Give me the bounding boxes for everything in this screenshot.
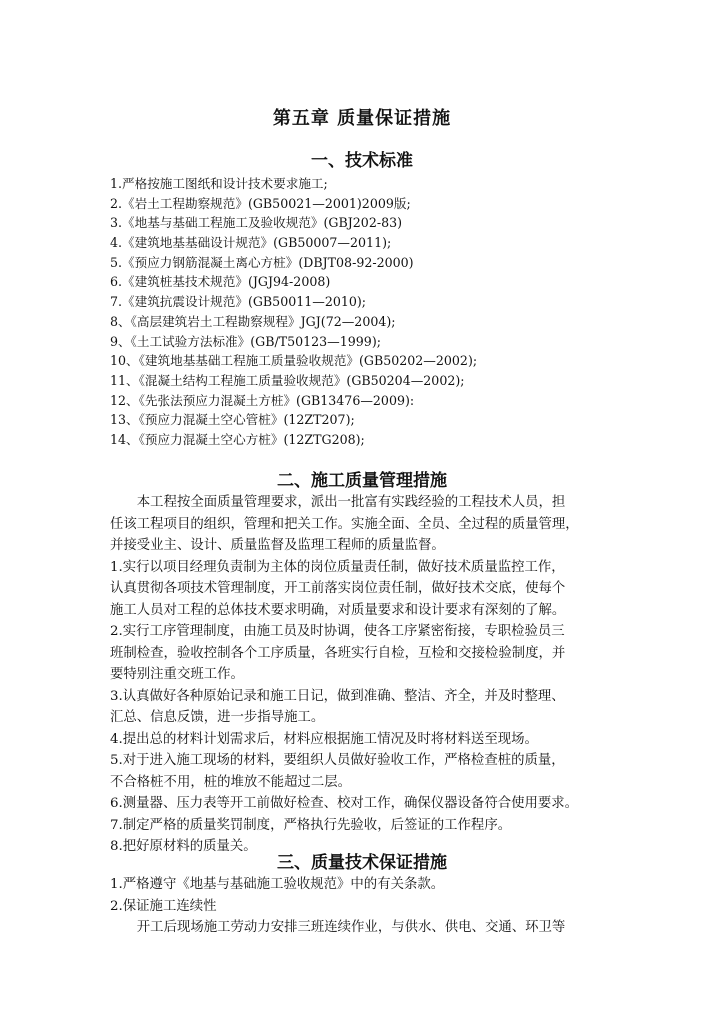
list-item: 4.《建筑地基基础设计规范》(GB50007—2011); — [110, 235, 392, 251]
paragraph-line: 认真贯彻各项技术管理制度，开工前落实岗位责任制，做好技术交底，使每个 — [110, 581, 566, 596]
standards-list — [110, 174, 630, 450]
list-item: 1.严格按施工图纸和设计技术要求施工; — [110, 176, 328, 191]
list-item: 12、《先张法预应力混凝土方桩》(GB13476—2009): — [110, 392, 415, 408]
paragraph-line: 3.认真做好各种原始记录和施工日记，做到准确、整洁、齐全，并及时整理、 — [110, 688, 565, 704]
list-item: 8、《高层建筑岩土工程勘察规程》JGJ(72—2004); — [110, 313, 396, 329]
paragraph-line: 5.对于进入施工现场的材料，要组织人员做好验收工作，严格检查桩的质量， — [110, 753, 565, 768]
section-title-technical-assurance: 三、质量技术保证措施 — [277, 853, 447, 873]
paragraph-line: 汇总、信息反馈，进一步指导施工。 — [110, 710, 325, 725]
paragraph-line: 施工人员对工程的总体技术要求明确，对质量要求和设计要求有深刻的了解。 — [110, 602, 566, 618]
list-item: 11、《混凝土结构工程施工质量验收规范》(GB50204—2002); — [110, 372, 465, 388]
list-item: 14、《预应力混凝土空心方桩》(12ZTG208); — [110, 431, 365, 447]
paragraph-line: 8.把好原材料的质量关。 — [110, 839, 257, 854]
section-title-technical-standards: 一、技术标准 — [311, 151, 413, 171]
paragraph-line: 6.测量器、压力表等开工前做好检查、校对工作，确保仪器设备符合使用要求。 — [110, 796, 579, 811]
paragraph-line: 1.实行以项目经理负责制为主体的岗位质量责任制，做好技术质量监控工作， — [110, 559, 565, 575]
paragraph-line: 2.实行工序管理制度，由施工员及时协调，使各工序紧密衔接，专职检验员三 — [110, 624, 565, 639]
list-item: 9、《土工试验方法标准》(GB/T50123—1999); — [110, 333, 381, 349]
paragraph-line: 开工后现场施工劳动力安排三班连续作业，与供水、供电、交通、环卫等 — [136, 920, 566, 935]
quality-management-body — [110, 492, 625, 858]
paragraph-line: 并接受业主、设计、质量监督及监理工程师的质量监督。 — [110, 538, 445, 553]
paragraph-line: 班制检查，验收控制各个工序质量，各班实行自检，互检和交接检验制度，并 — [110, 645, 566, 661]
list-item: 13、《预应力混凝土空心管桩》(12ZT207); — [110, 412, 355, 428]
paragraph-line: 要特别注重交班工作。 — [110, 667, 244, 682]
list-item: 3.《地基与基础工程施工及验收规范》(GBJ202-83) — [110, 215, 403, 231]
paragraph-line: 本工程按全面质量管理要求，派出一批富有实践经验的工程技术人员，担 — [136, 495, 566, 510]
list-item: 5.《预应力钢筋混凝土离心方桩》(DBJT08-92-2000) — [110, 254, 414, 270]
paragraph-line: 不合格桩不用，桩的堆放不能超过二层。 — [110, 774, 352, 790]
list-item: 10、《建筑地基基础工程施工质量验收规范》(GB50202—2002); — [110, 353, 478, 369]
list-item: 7.《建筑抗震设计规范》(GB50011—2010); — [110, 294, 367, 310]
paragraph-line: 2.保证施工连续性 — [110, 898, 217, 914]
chapter-title: 第五章 质量保证措施 — [272, 108, 452, 129]
paragraph-line: 7.制定严格的质量奖罚制度，严格执行先验收，后签证的工作程序。 — [110, 817, 512, 833]
list-item: 2.《岩土工程勘察规范》(GB50021—2001)2009版; — [110, 195, 411, 211]
paragraph-line: 1.严格遵守《地基与基础施工验收规范》中的有关条款。 — [110, 877, 445, 892]
list-item: 6.《建筑桩基技术规范》(JGJ94-2008) — [110, 274, 331, 290]
paragraph-line: 4.提出总的材料计划需求后，材料应根据施工情况及时将材料送至现场。 — [110, 731, 538, 747]
section-title-quality-management: 二、施工质量管理措施 — [277, 471, 447, 491]
paragraph-line: 任该工程项目的组织，管理和把关工作。实施全面、全员、全过程的质量管理， — [110, 516, 579, 532]
technical-assurance-body — [110, 874, 625, 939]
